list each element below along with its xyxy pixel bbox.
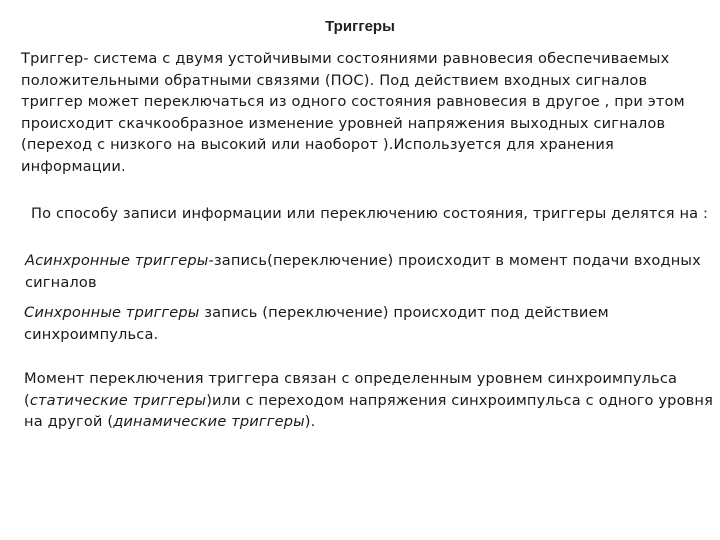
definition-paragraph [21, 48, 711, 177]
definition-line: (переход с низкого на высокий или наоборот ).Используется для хранения [21, 136, 614, 153]
sync-triggers-term: Синхронные триггеры [24, 304, 200, 321]
sync-triggers-paragraph: Синхронные триггеры запись (переключение) происходит под действием синхроимпульса. [24, 304, 609, 343]
async-triggers-paragraph: Асинхронные триггеры-запись(переключение) происходит в момент подачи входных сигналов [25, 252, 701, 291]
definition-line: триггер может переключаться из одного состояния равновесия в другое , при этом [21, 93, 685, 110]
definition-line: положительными обратными связями (ПОС). Под действием входных сигналов [21, 71, 648, 89]
definition-line: происходит скачкообразное изменение уровней напряжения выходных сигналов [21, 114, 666, 132]
static-triggers-term: статические триггеры [29, 391, 207, 409]
classification-intro: По способу записи информации или переключению состояния, триггеры делятся на : [31, 205, 709, 222]
definition-term: Триггер [21, 50, 84, 67]
async-triggers-term: Асинхронные триггеры [25, 252, 209, 269]
slide-title: Триггеры [325, 18, 395, 35]
definition-line: информации. [21, 157, 126, 175]
dynamic-triggers-term: динамические триггеры [113, 413, 305, 430]
definition-line: Триггер- система с двумя устойчивыми состояниями равновесия обеспечиваемых [21, 50, 670, 67]
switching-moment-paragraph: Момент переключения триггера связан с определенным уровнем синхроимпульса (статические триггеры)или с переходом напряжения синхроимпульса с одного уровня на другой (динамические триггеры). [24, 370, 714, 430]
